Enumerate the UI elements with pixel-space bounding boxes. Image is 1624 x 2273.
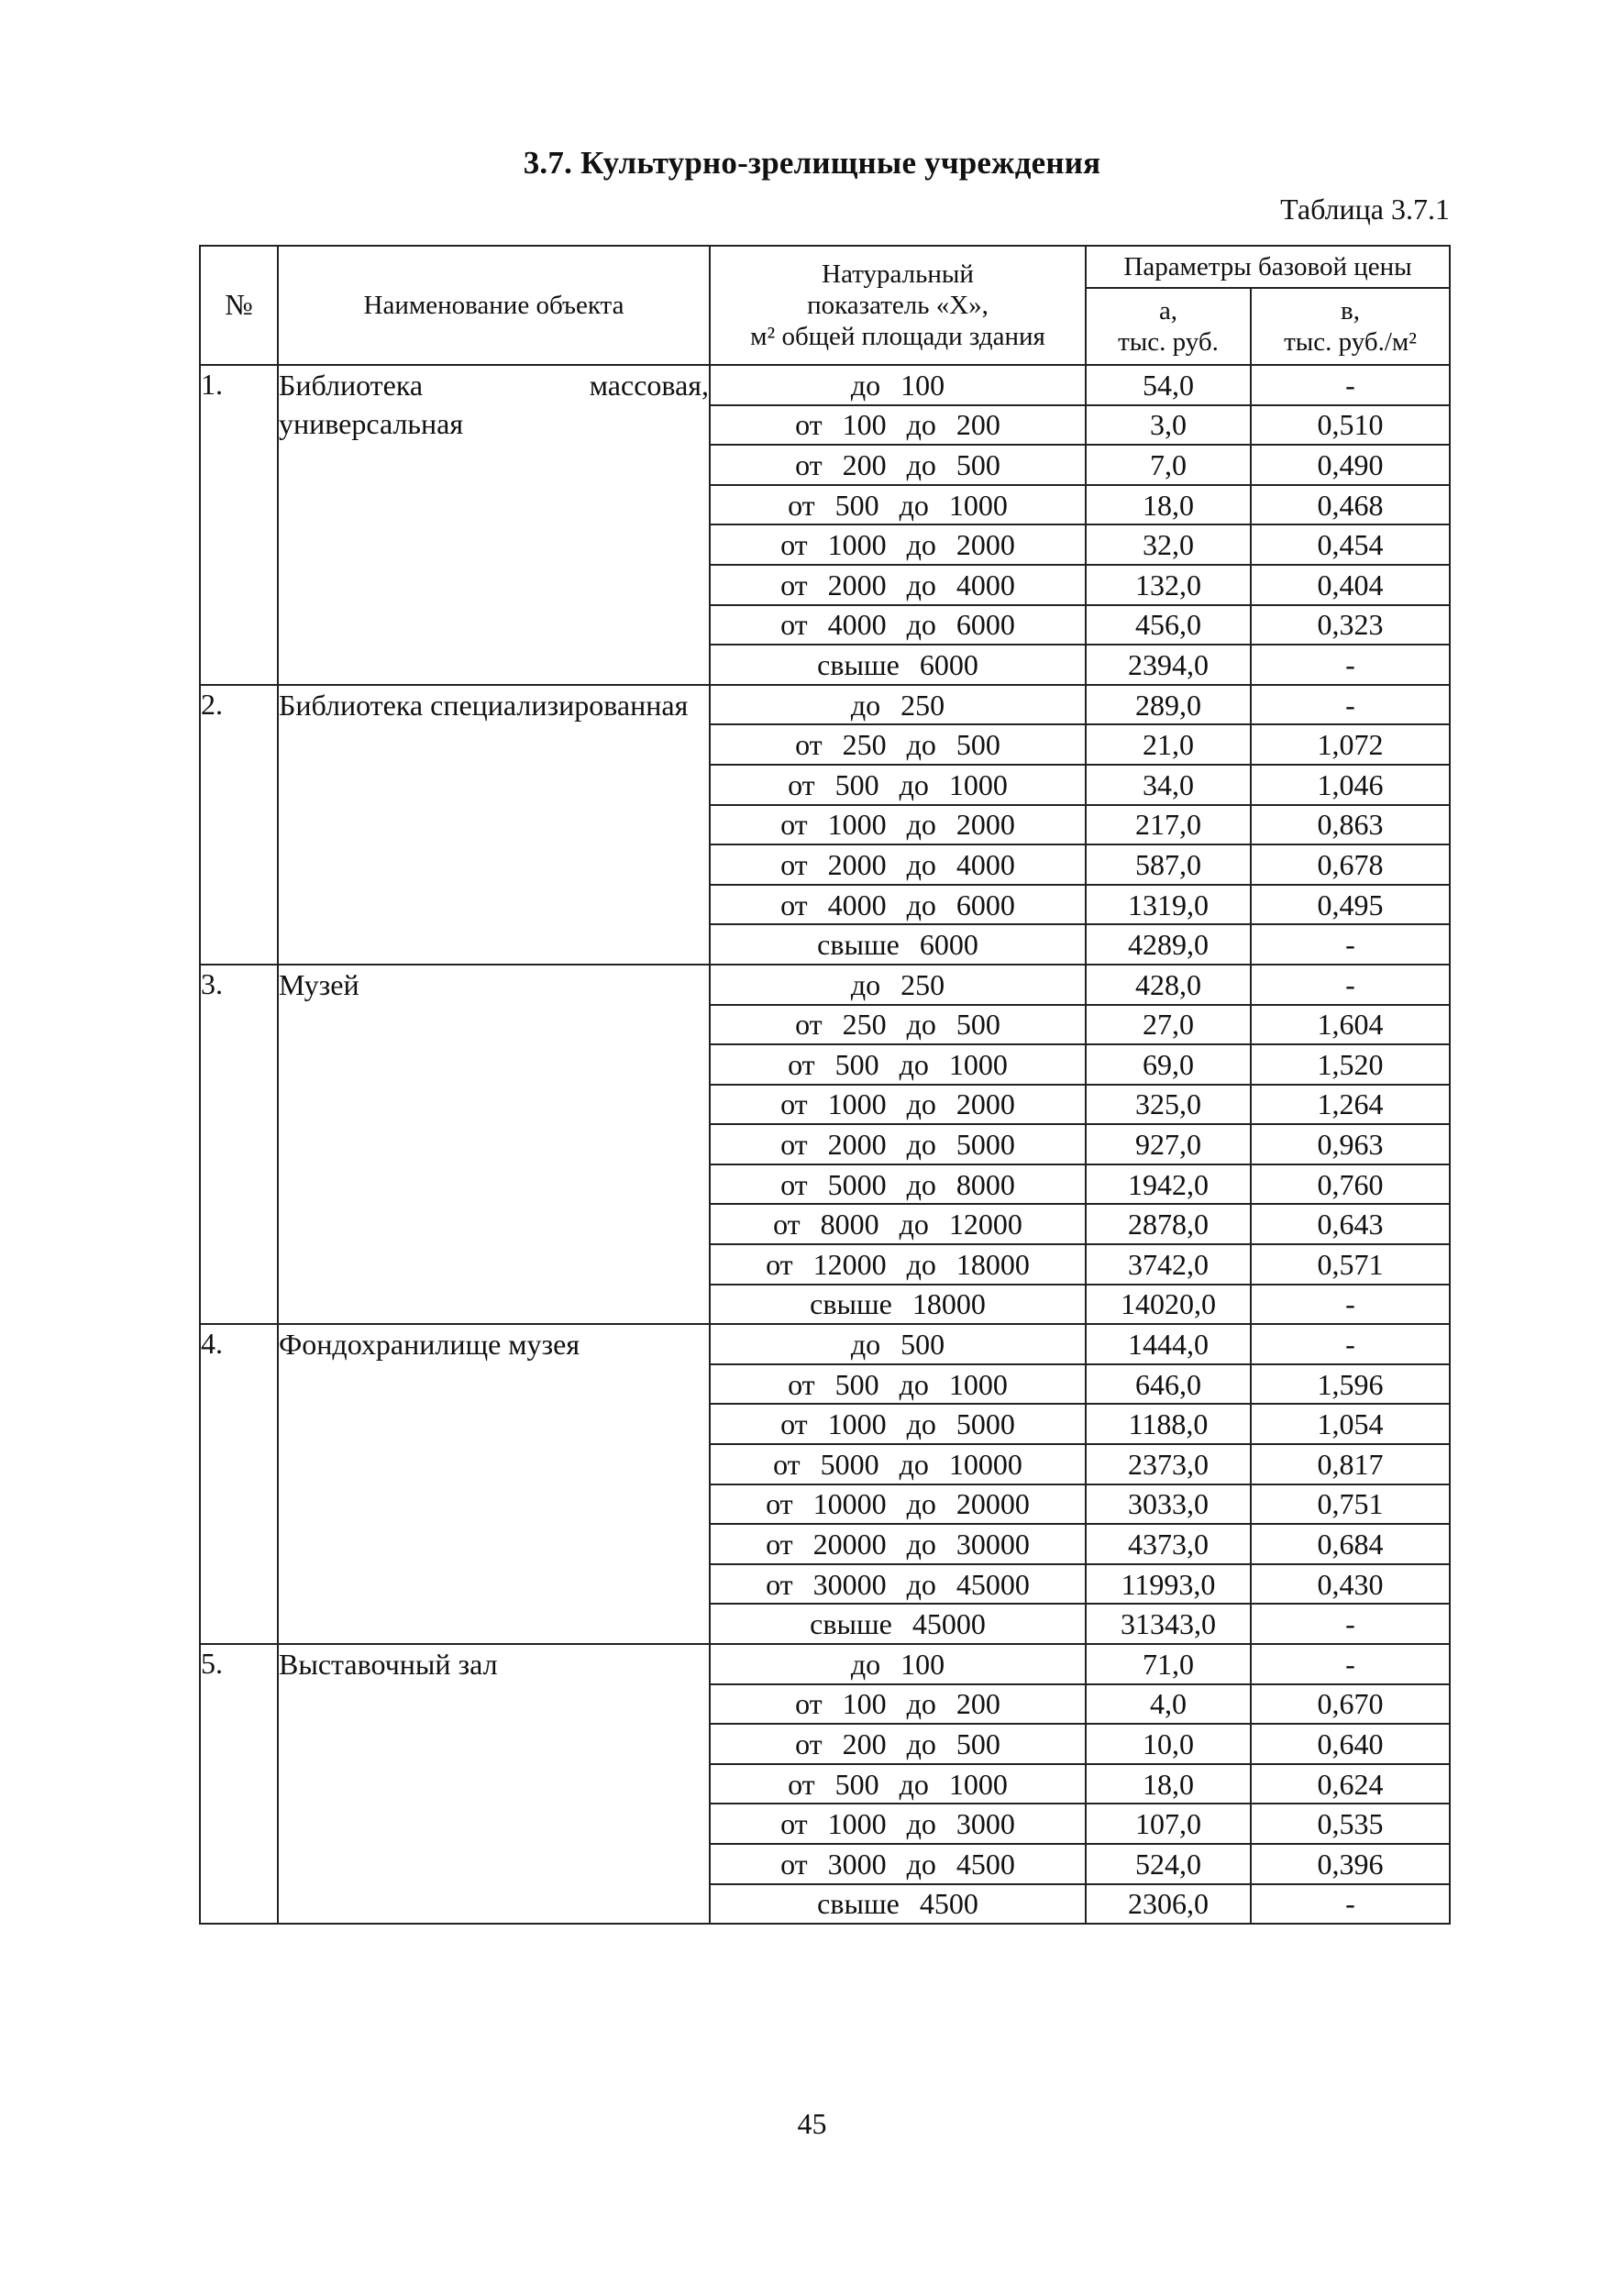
price-a: 69,0 (1086, 1044, 1251, 1085)
price-a: 4,0 (1086, 1684, 1251, 1725)
area-range: свыше 6000 (710, 645, 1086, 685)
area-range: от 1000 до 2000 (710, 805, 1086, 845)
area-range: от 3000 до 4500 (710, 1844, 1086, 1884)
price-b: - (1251, 645, 1450, 685)
price-b: 0,643 (1251, 1204, 1450, 1244)
price-a: 927,0 (1086, 1124, 1251, 1164)
section-title: 3.7. Культурно-зрелищные учреждения (523, 145, 1101, 181)
price-a: 11993,0 (1086, 1564, 1251, 1605)
price-b: 0,510 (1251, 405, 1450, 446)
header-b-line2: тыс. руб./м² (1284, 327, 1417, 357)
table-number: Таблица 3.7.1 (1280, 193, 1450, 226)
price-table (199, 245, 1451, 1925)
price-b: 1,046 (1251, 765, 1450, 805)
price-b: 0,670 (1251, 1684, 1450, 1725)
price-b: 0,571 (1251, 1244, 1450, 1285)
area-range: свыше 6000 (710, 924, 1086, 965)
area-range: от 200 до 500 (710, 1724, 1086, 1764)
price-a: 14020,0 (1086, 1285, 1251, 1325)
table-header (200, 246, 1450, 365)
price-a: 32,0 (1086, 524, 1251, 565)
area-range: от 200 до 500 (710, 445, 1086, 485)
price-b: 0,404 (1251, 565, 1450, 605)
price-a: 4373,0 (1086, 1524, 1251, 1564)
price-a: 21,0 (1086, 724, 1251, 765)
price-b: 0,963 (1251, 1124, 1450, 1164)
header-a (1086, 288, 1251, 365)
price-b: - (1251, 365, 1450, 405)
header-a-line1: а, (1158, 295, 1178, 326)
area-range: от 30000 до 45000 (710, 1564, 1086, 1605)
header-b-line1: в, (1341, 295, 1360, 326)
price-b: 1,604 (1251, 1005, 1450, 1045)
area-range: до 250 (710, 965, 1086, 1005)
area-range: от 2000 до 4000 (710, 565, 1086, 605)
price-b: 0,684 (1251, 1524, 1450, 1564)
price-a: 54,0 (1086, 365, 1251, 405)
area-range: от 12000 до 18000 (710, 1244, 1086, 1285)
price-a: 107,0 (1086, 1804, 1251, 1844)
area-range: до 100 (710, 365, 1086, 405)
price-a: 2373,0 (1086, 1444, 1251, 1484)
price-a: 2306,0 (1086, 1884, 1251, 1925)
area-range: до 100 (710, 1644, 1086, 1684)
area-range: от 20000 до 30000 (710, 1524, 1086, 1564)
header-natural-line2: показатель «X», (807, 290, 989, 320)
area-range: от 5000 до 8000 (710, 1164, 1086, 1205)
price-a: 2394,0 (1086, 645, 1251, 685)
object-number: 2. (200, 685, 278, 965)
area-range: от 250 до 500 (710, 724, 1086, 765)
table-row (200, 1324, 1450, 1364)
price-b: 1,520 (1251, 1044, 1450, 1085)
object-name: Фондохранилище музея (278, 1324, 710, 1644)
price-a: 3742,0 (1086, 1244, 1251, 1285)
object-name: Музей (278, 965, 710, 1324)
area-range: от 1000 до 5000 (710, 1404, 1086, 1444)
price-b: 0,454 (1251, 524, 1450, 565)
price-b: 0,751 (1251, 1484, 1450, 1525)
area-range: от 500 до 1000 (710, 1364, 1086, 1405)
price-b: 0,490 (1251, 445, 1450, 485)
area-range: свыше 18000 (710, 1285, 1086, 1325)
price-b: 0,817 (1251, 1444, 1450, 1484)
price-b: 0,495 (1251, 885, 1450, 925)
price-b: - (1251, 1324, 1450, 1364)
area-range: от 500 до 1000 (710, 765, 1086, 805)
price-a: 217,0 (1086, 805, 1251, 845)
object-number: 1. (200, 365, 278, 685)
price-a: 18,0 (1086, 1764, 1251, 1804)
header-no: № (200, 246, 278, 365)
price-b: - (1251, 1604, 1450, 1644)
price-a: 289,0 (1086, 685, 1251, 725)
price-a: 34,0 (1086, 765, 1251, 805)
area-range: от 5000 до 10000 (710, 1444, 1086, 1484)
price-b: 0,760 (1251, 1164, 1450, 1205)
header-b (1251, 288, 1450, 365)
price-b: 1,072 (1251, 724, 1450, 765)
price-b: 1,596 (1251, 1364, 1450, 1405)
price-b: 0,535 (1251, 1804, 1450, 1844)
object-name: Выставочный зал (278, 1644, 710, 1924)
price-a: 3,0 (1086, 405, 1251, 446)
price-a: 132,0 (1086, 565, 1251, 605)
price-a: 7,0 (1086, 445, 1251, 485)
area-range: от 4000 до 6000 (710, 605, 1086, 645)
price-b: - (1251, 965, 1450, 1005)
table-row (200, 965, 1450, 1005)
object-name: Библиотека специализированная (278, 685, 710, 965)
price-b: 1,054 (1251, 1404, 1450, 1444)
price-a: 31343,0 (1086, 1604, 1251, 1644)
object-number: 3. (200, 965, 278, 1324)
price-a: 325,0 (1086, 1085, 1251, 1125)
area-range: от 500 до 1000 (710, 1764, 1086, 1804)
price-a: 18,0 (1086, 485, 1251, 525)
price-b: - (1251, 1285, 1450, 1325)
price-b: 1,264 (1251, 1085, 1450, 1125)
header-name: Наименование объекта (278, 246, 710, 365)
price-b: 0,323 (1251, 605, 1450, 645)
price-b: 0,640 (1251, 1724, 1450, 1764)
page-number: 45 (797, 2107, 827, 2140)
table-row (200, 1644, 1450, 1684)
object-number: 4. (200, 1324, 278, 1644)
table-row (200, 685, 1450, 725)
area-range: свыше 4500 (710, 1884, 1086, 1925)
price-b: - (1251, 1644, 1450, 1684)
header-natural (710, 246, 1086, 365)
price-b: 0,678 (1251, 844, 1450, 885)
price-b: 0,430 (1251, 1564, 1450, 1605)
price-a: 428,0 (1086, 965, 1251, 1005)
area-range: от 2000 до 4000 (710, 844, 1086, 885)
object-name: Библиотека массовая, универсальная (278, 365, 710, 685)
price-a: 27,0 (1086, 1005, 1251, 1045)
price-a: 1188,0 (1086, 1404, 1251, 1444)
price-b: - (1251, 1884, 1450, 1925)
area-range: от 2000 до 5000 (710, 1124, 1086, 1164)
area-range: от 100 до 200 (710, 1684, 1086, 1725)
area-range: от 500 до 1000 (710, 1044, 1086, 1085)
area-range: от 8000 до 12000 (710, 1204, 1086, 1244)
table-body (200, 365, 1450, 1924)
price-a: 646,0 (1086, 1364, 1251, 1405)
area-range: до 500 (710, 1324, 1086, 1364)
header-a-line2: тыс. руб. (1118, 327, 1219, 357)
area-range: от 1000 до 3000 (710, 1804, 1086, 1844)
area-range: от 10000 до 20000 (710, 1484, 1086, 1525)
price-a: 2878,0 (1086, 1204, 1251, 1244)
price-a: 524,0 (1086, 1844, 1251, 1884)
price-a: 587,0 (1086, 844, 1251, 885)
area-range: свыше 45000 (710, 1604, 1086, 1644)
price-b: - (1251, 924, 1450, 965)
area-range: до 250 (710, 685, 1086, 725)
area-range: от 4000 до 6000 (710, 885, 1086, 925)
price-a: 71,0 (1086, 1644, 1251, 1684)
area-range: от 250 до 500 (710, 1005, 1086, 1045)
price-a: 10,0 (1086, 1724, 1251, 1764)
table-row (200, 365, 1450, 405)
price-a: 4289,0 (1086, 924, 1251, 965)
price-b: 0,863 (1251, 805, 1450, 845)
area-range: от 100 до 200 (710, 405, 1086, 446)
price-b: 0,624 (1251, 1764, 1450, 1804)
header-params: Параметры базовой цены (1086, 246, 1450, 288)
price-b: 0,396 (1251, 1844, 1450, 1884)
object-number: 5. (200, 1644, 278, 1924)
price-a: 1942,0 (1086, 1164, 1251, 1205)
price-a: 1319,0 (1086, 885, 1251, 925)
area-range: от 1000 до 2000 (710, 524, 1086, 565)
header-natural-line1: Натуральный (822, 259, 974, 289)
area-range: от 500 до 1000 (710, 485, 1086, 525)
header-natural-line3: м² общей площади здания (750, 322, 1045, 352)
price-a: 3033,0 (1086, 1484, 1251, 1525)
area-range: от 1000 до 2000 (710, 1085, 1086, 1125)
price-a: 1444,0 (1086, 1324, 1251, 1364)
price-b: 0,468 (1251, 485, 1450, 525)
price-b: - (1251, 685, 1450, 725)
price-a: 456,0 (1086, 605, 1251, 645)
